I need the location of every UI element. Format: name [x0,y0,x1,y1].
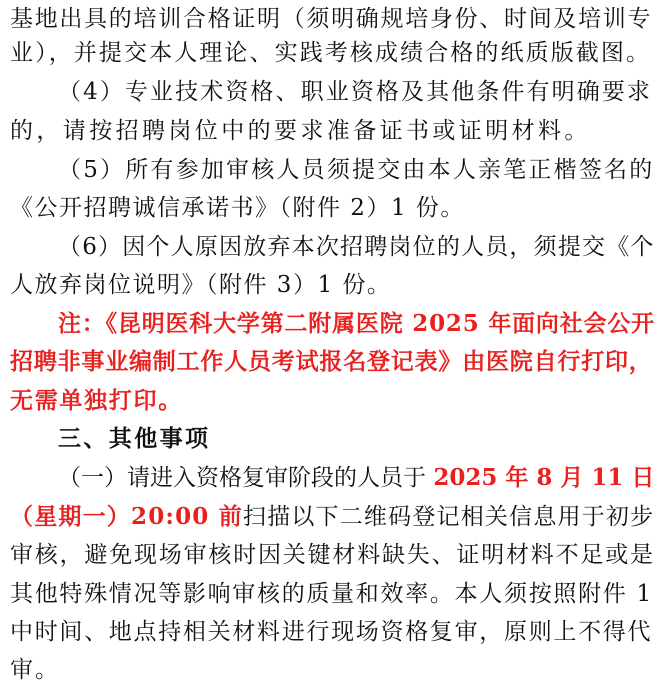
text-run: 扫描以下二维码登记相关信息用于初步 [242,504,655,530]
note-line: 无需单独打印。 [10,387,183,414]
section-heading: 三、其他事项 [58,426,211,452]
paragraph-line: 业），并提交本人理论、实践考核成绩合格的纸质版截图。 [10,40,652,66]
paragraph-line [58,463,654,493]
item-4-line: （4）专业技术资格、职业资格及其他条件有明确要求 [58,79,653,105]
paragraph-line: 的，请按招聘岗位中的要求准备证书或证明材料。 [10,118,591,144]
deadline-date: 2025 年 8 月 11 日 [433,464,655,491]
note-line: 招聘非事业编制工作人员考试报名登记表》由医院自行打印， [10,348,653,375]
paragraph-line: 基地出具的培训合格证明（须明确规培身份、时间及培训专 [10,6,653,32]
paragraph-line [10,502,654,532]
text-run: （一）请进入资格复审阶段的人员于 [58,465,434,491]
paragraph-line: 审。 [10,657,60,683]
note-line: 注：《昆明医科大学第二附属医院 2025 年面向社会公开 [58,310,655,337]
item-5-line: （5）所有参加审核人员须提交由本人亲笔正楷签名的 [58,157,655,183]
paragraph-line: 其他特殊情况等影响审核的质量和效率。本人须按照附件 1 [10,581,653,607]
paragraph-line: 《公开招聘诚信承诺书》（附件 2）1 份。 [10,195,465,221]
paragraph-line: 人放弃岗位说明》（附件 3）1 份。 [10,272,392,298]
paragraph-line: 审核，避免现场审核时因关键材料缺失、证明材料不足或是 [10,542,655,568]
item-6-line: （6）因个人原因放弃本次招聘岗位的人员，须提交《个 [58,234,655,260]
paragraph-line: 中时间、地点持相关材料进行现场资格复审，原则上不得代 [10,619,653,645]
deadline-time: （星期一）20:00 前 [10,503,243,530]
